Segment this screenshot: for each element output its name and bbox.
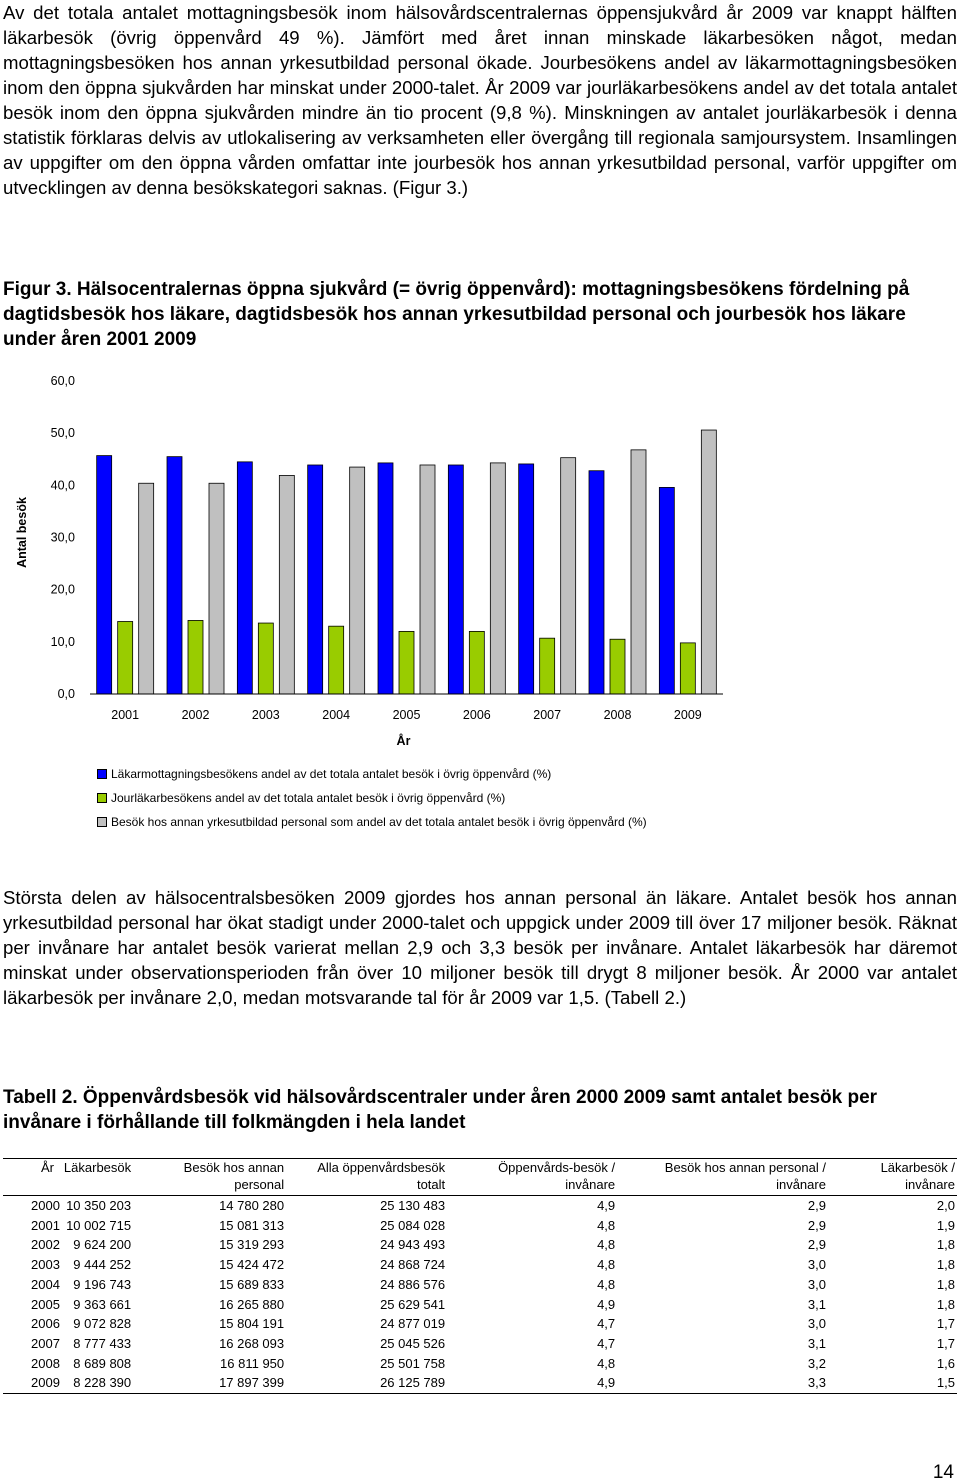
table-cell: 1,8: [936, 1257, 955, 1273]
table-cell: 2003: [31, 1257, 60, 1273]
table-cell: 4,8: [597, 1355, 616, 1371]
table-cell: 3,3: [617, 1373, 828, 1393]
y-tick-label: 20,0: [50, 582, 75, 597]
x-tick-label: 2007: [533, 708, 562, 722]
bar-2002-series-3: [209, 483, 224, 694]
table-cell: 4,9: [597, 1198, 616, 1213]
x-tick-label: 2004: [322, 708, 351, 722]
table-cell: 1,5: [828, 1373, 957, 1393]
table-cell: 2008: [31, 1355, 60, 1371]
table-cell: 9 444 252: [73, 1257, 132, 1273]
visits-table: [3, 1158, 957, 1394]
legend-swatch: [97, 793, 107, 803]
bar-2004-series-2: [329, 626, 344, 694]
bar-2005-series-3: [420, 465, 435, 694]
table-cell: 9 072 828: [73, 1316, 132, 1332]
legend-label: Besök hos annan yrkesutbildad personal som andel av det totala antalet besök i övrig öppenvård (%): [111, 815, 647, 829]
table-cell: 10 350 203: [66, 1198, 132, 1213]
table-cell: 16 811 950: [220, 1355, 285, 1371]
table-cell: 14 780 280: [219, 1198, 285, 1213]
y-tick-label: 60,0: [50, 374, 75, 388]
bar-2008-series-3: [631, 450, 646, 694]
table-row: [3, 1354, 957, 1374]
legend-swatch: [97, 769, 107, 779]
x-tick-label: 2003: [251, 708, 280, 722]
x-axis-label: År: [396, 734, 411, 748]
legend-item: [97, 767, 551, 781]
bar-2002-series-1: [167, 457, 182, 694]
table-row: [3, 1255, 957, 1275]
legend-swatch: [97, 817, 107, 827]
table-cell: 1,8: [936, 1276, 955, 1292]
legend-item: [97, 791, 505, 805]
table-cell: 15 689 833: [219, 1276, 285, 1292]
bar-2004-series-1: [308, 465, 323, 694]
table-cell: 26 125 789: [286, 1373, 447, 1393]
table-cell: 2005: [31, 1296, 60, 1312]
x-tick-label: 2008: [603, 708, 632, 722]
column-header: Alla öppenvårdsbesök totalt: [286, 1159, 447, 1196]
x-tick-label: 2009: [673, 708, 702, 722]
table-cell: 4,8: [597, 1276, 616, 1292]
table-cell: 9 624 200: [73, 1237, 132, 1253]
table-cell: 25 501 758: [380, 1355, 446, 1371]
table-cell: 4,8: [597, 1217, 616, 1233]
bar-chart: [0, 360, 960, 760]
analysis-paragraph: Största delen av hälsocentralsbesöken 2009 gjordes hos annan personal än läkare. Antalet besök hos annan yrkesutbildad personal har ökat stadigt under 2000-talet och uppgick under 2009 till över 17 miljoner besök. Räknat per invånare har antalet besök varierat mellan 2,9 och 3,3 besök per invånare. Antalet läkarbesök har däremot minskat under observationsperioden från över 10 miljoner besök till drygt 8 miljoner besök. År 2000 var antalet läkarbesök per invånare 2,0, medan motsvarande tal för år 2009 var 1,5. (Tabell 2.): [3, 887, 957, 1008]
table-cell: 1,9: [936, 1217, 955, 1233]
bar-2004-series-3: [350, 467, 365, 694]
table-cell: 3,1: [807, 1335, 826, 1351]
table-cell: 3,0: [807, 1276, 826, 1292]
table-cell: 1,6: [936, 1355, 955, 1371]
table-cell: 3,2: [807, 1355, 826, 1371]
table-cell: 25 130 483: [380, 1198, 446, 1213]
x-tick-label: 2001: [111, 708, 140, 722]
bar-2007-series-3: [561, 458, 576, 694]
table-cell: 8 777 433: [73, 1335, 132, 1351]
column-header: Besök hos annan personal / invånare: [617, 1159, 828, 1196]
table-cell: 2004: [31, 1276, 60, 1292]
page-number: 14: [932, 1462, 954, 1483]
y-tick-label: 10,0: [50, 634, 75, 649]
table-cell: 4,9: [447, 1373, 617, 1393]
table-header-row: [3, 1159, 957, 1196]
legend-item: [97, 815, 647, 829]
bar-2001-series-2: [118, 621, 133, 694]
table-cell: 15 804 191: [219, 1316, 285, 1332]
table-cell: 25 045 526: [380, 1335, 446, 1351]
column-header: Besök hos annan personal: [133, 1159, 286, 1196]
table-cell: 8 228 390: [62, 1373, 133, 1393]
table-cell: 9 196 743: [73, 1276, 132, 1292]
legend-label: Läkarmottagningsbesökens andel av det totala antalet besök i övrig öppenvård (%): [111, 767, 552, 781]
table-cell: 2,0: [936, 1198, 955, 1213]
table-cell: 4,9: [597, 1296, 616, 1312]
table-cell: 24 877 019: [380, 1316, 446, 1332]
table-row: [3, 1334, 957, 1354]
table-cell: 1,8: [936, 1237, 955, 1253]
table-cell: 8 689 808: [73, 1355, 132, 1371]
y-tick-label: 50,0: [50, 426, 75, 441]
bar-2007-series-2: [540, 638, 555, 694]
y-tick-label: 0,0: [57, 687, 75, 701]
x-tick-label: 2006: [462, 708, 491, 722]
column-header: År: [3, 1159, 62, 1196]
legend-label: Jourläkarbesökens andel av det totala antalet besök i övrig öppenvård (%): [111, 791, 506, 805]
table-cell: 2,9: [807, 1217, 826, 1233]
table-cell: 16 268 093: [219, 1335, 285, 1351]
bar-2006-series-1: [448, 465, 463, 694]
table-cell: 15 319 293: [219, 1237, 285, 1253]
column-header: Läkarbesök / invånare: [828, 1159, 957, 1196]
table-caption: Tabell 2. Öppenvårdsbesök vid hälsovårdscentraler under åren 2000 2009 samt antalet besök per invånare i förhållande till folkmängden i hela landet: [3, 1087, 878, 1133]
table-cell: 2,9: [807, 1237, 826, 1253]
table-row: [3, 1216, 957, 1236]
y-axis-label: Antal besök: [15, 497, 29, 568]
column-header: Läkarbesök: [62, 1159, 133, 1196]
bar-2002-series-2: [188, 620, 203, 694]
figure-caption: Figur 3. Hälsocentralernas öppna sjukvård (= övrig öppenvård): mottagningsbesökens fördelning på dagtidsbesök hos läkare, dagtidsbesök hos annan yrkesutbildad personal och jourbesök hos läkare under åren 2001 2009: [3, 279, 910, 350]
table-row: [3, 1275, 957, 1295]
table-cell: 24 868 724: [380, 1257, 446, 1273]
table-cell: 2001: [31, 1217, 60, 1233]
table-cell: 25 084 028: [380, 1217, 446, 1233]
bar-2005-series-2: [399, 631, 414, 694]
bar-2003-series-2: [258, 623, 273, 694]
table-row: [3, 1196, 957, 1216]
table-cell: 4,7: [597, 1316, 616, 1332]
table-cell: 2002: [31, 1237, 60, 1253]
table-row: [3, 1235, 957, 1255]
y-tick-label: 40,0: [50, 478, 75, 493]
bar-2003-series-3: [279, 475, 294, 694]
table-cell: 3,1: [807, 1296, 826, 1312]
bar-2008-series-1: [589, 471, 604, 694]
bar-2006-series-3: [490, 463, 505, 694]
table-cell: 2,9: [807, 1198, 826, 1213]
x-tick-label: 2005: [392, 708, 421, 722]
bar-2005-series-1: [378, 463, 393, 694]
table-cell: 15 081 313: [219, 1217, 285, 1233]
table-cell: 3,0: [807, 1257, 826, 1273]
table-cell: 2006: [31, 1316, 60, 1332]
table-cell: 24 886 576: [380, 1276, 446, 1292]
bar-2001-series-1: [97, 456, 112, 694]
table-cell: 2007: [31, 1335, 60, 1351]
table-cell: 2000: [31, 1198, 60, 1213]
table-cell: 3,0: [807, 1316, 826, 1332]
table-cell: 16 265 880: [219, 1296, 285, 1312]
bar-2001-series-3: [139, 483, 154, 694]
table-cell: 1,7: [936, 1316, 955, 1332]
table-cell: 2009: [3, 1373, 62, 1393]
table-cell: 10 002 715: [66, 1217, 132, 1233]
table-cell: 4,8: [597, 1257, 616, 1273]
y-tick-label: 30,0: [50, 530, 75, 545]
table-cell: 15 424 472: [219, 1257, 285, 1273]
bar-2008-series-2: [610, 639, 625, 694]
bar-2003-series-1: [237, 462, 252, 694]
bar-2009-series-3: [701, 430, 716, 694]
table-cell: 17 897 399: [133, 1373, 286, 1393]
bar-2009-series-2: [680, 643, 695, 694]
intro-paragraph: Av det totala antalet mottagningsbesök inom hälsovårdscentralernas öppensjukvård år 2009 var knappt hälften läkarbesök (övrig öppenvård 49 %). Jämfört med året innan minskade läkarbesöken något, medan mottagningsbesöken hos annan yrkesutbildad personal ökade. Jourbesökens andel av läkarmottagningsbesöken inom den öppna sjukvården har minskat under 2000-talet. År 2009 var jourläkarbesökens andel av det totala antalet besök inom den öppna sjukvården mindre än tio procent (9,8 %). Minskningen av antalet jourläkarbesök i denna statistik förklaras delvis av utlokalisering av verksamheten eller övergång till regionala samjoursystem. Insamlingen av uppgifter om den öppna vården omfattar inte jourbesök hos annan yrkesutbildad personal, varför uppgifter om utvecklingen av denna besökskategori saknas. (Figur 3.): [3, 2, 957, 198]
bar-2006-series-2: [469, 631, 484, 694]
table-cell: 4,7: [597, 1335, 616, 1351]
table-cell: 4,8: [597, 1237, 616, 1253]
bar-2009-series-1: [659, 487, 674, 694]
table-row: [3, 1373, 957, 1393]
x-tick-label: 2002: [181, 708, 210, 722]
column-header: Öppenvårds-besök / invånare: [447, 1159, 617, 1196]
table-cell: 1,7: [936, 1335, 955, 1351]
table-cell: 9 363 661: [73, 1296, 132, 1312]
table-row: [3, 1314, 957, 1334]
table-cell: 1,8: [936, 1296, 955, 1312]
table-row: [3, 1295, 957, 1315]
table-cell: 25 629 541: [380, 1296, 446, 1312]
bar-2007-series-1: [519, 464, 534, 694]
table-cell: 24 943 493: [380, 1237, 446, 1253]
